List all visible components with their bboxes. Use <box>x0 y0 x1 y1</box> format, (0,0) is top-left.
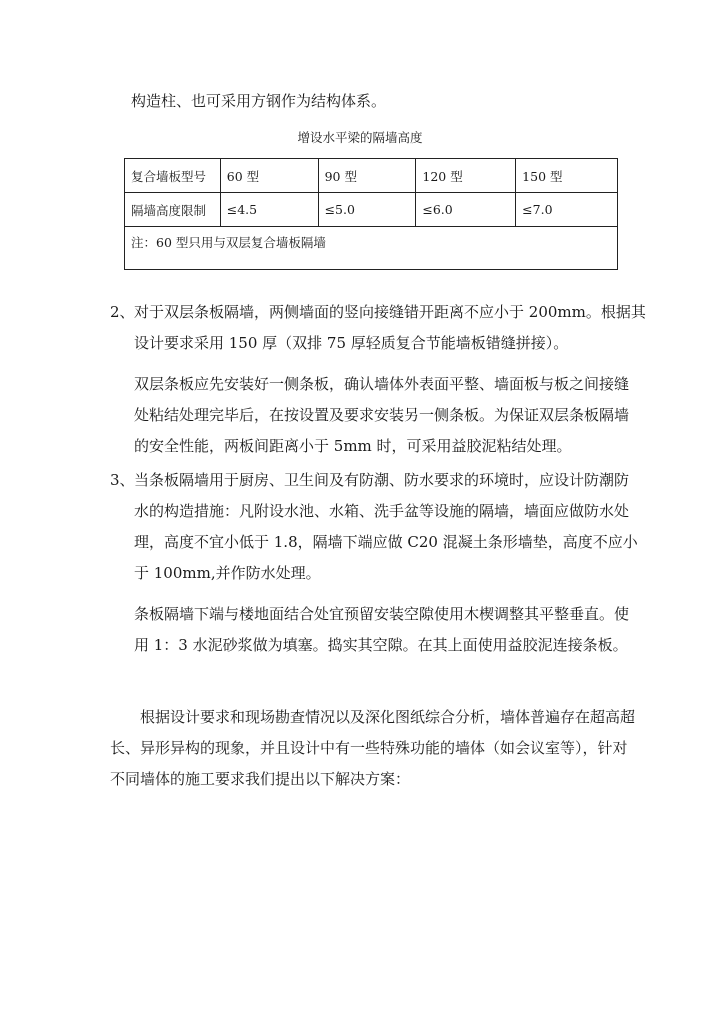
item2-para-line: 双层条板应先安装好一侧条板，确认墙体外表面平整、墙面板与板之间接缝 <box>134 375 630 393</box>
table-cell: 150 型 <box>516 159 618 193</box>
table-cell: 120 型 <box>416 159 516 193</box>
table-note-row <box>125 227 618 270</box>
table-cell: ≤4.5 <box>220 193 318 227</box>
wall-height-table <box>124 158 618 270</box>
item3-para-line: 用 1：3 水泥砂浆做为填塞。捣实其空隙。在其上面使用益胶泥连接条板。 <box>134 636 628 654</box>
table-cell: ≤6.0 <box>416 193 516 227</box>
table-cell: ≤5.0 <box>318 193 416 227</box>
item3-line: 于 100mm,并作防水处理。 <box>134 564 321 582</box>
table-cell: 隔墙高度限制 <box>125 193 221 227</box>
item3-para-line: 条板隔墙下端与楼地面结合处宜预留安装空隙使用木楔调整其平整垂直。使 <box>134 605 630 623</box>
closing-line: 根据设计要求和现场勘查情况以及深化图纸综合分析，墙体普遍存在超高超 <box>140 708 636 726</box>
table-caption: 增设水平梁的隔墙高度 <box>297 130 423 145</box>
table-cell: 复合墙板型号 <box>125 159 221 193</box>
item2-line: 设计要求采用 150 厚（双排 75 厚轻质复合节能墙板错缝拼接）。 <box>134 334 569 352</box>
item2-line: 对于双层条板隔墙，两侧墙面的竖向接缝错开距离不应小于 200mm。根据其 <box>134 303 646 321</box>
item-number: 3、 <box>110 471 135 489</box>
item-number: 2、 <box>110 303 135 321</box>
item3-line: 水的构造措施：凡附设水池、水箱、洗手盆等设施的隔墙，墙面应做防水处 <box>134 502 630 520</box>
table-cell: 60 型 <box>220 159 318 193</box>
table-cell: 90 型 <box>318 159 416 193</box>
closing-line: 长、异形异构的现象，并且设计中有一些特殊功能的墙体（如会议室等），针对 <box>110 739 628 757</box>
table-header-row <box>125 159 618 193</box>
table-row <box>125 193 618 227</box>
item2-para-line: 处粘结处理完毕后，在按设置及要求安装另一侧条板。为保证双层条板隔墙 <box>134 406 630 424</box>
closing-line: 不同墙体的施工要求我们提出以下解决方案： <box>110 770 411 788</box>
item3-line: 理，高度不宜小低于 1.8，隔墙下端应做 C20 混凝土条形墙垫，高度不应小 <box>134 533 638 551</box>
intro-line: 构造柱、也可采用方钢作为结构体系。 <box>131 92 387 110</box>
item3-line: 当条板隔墙用于厨房、卫生间及有防潮、防水要求的环境时，应设计防潮防 <box>134 471 630 489</box>
item2-para-line: 的安全性能，两板间距离小于 5mm 时，可采用益胶泥粘结处理。 <box>134 437 572 455</box>
table-cell: ≤7.0 <box>516 193 618 227</box>
table-note: 注：60 型只用与双层复合墙板隔墙 <box>125 227 618 270</box>
